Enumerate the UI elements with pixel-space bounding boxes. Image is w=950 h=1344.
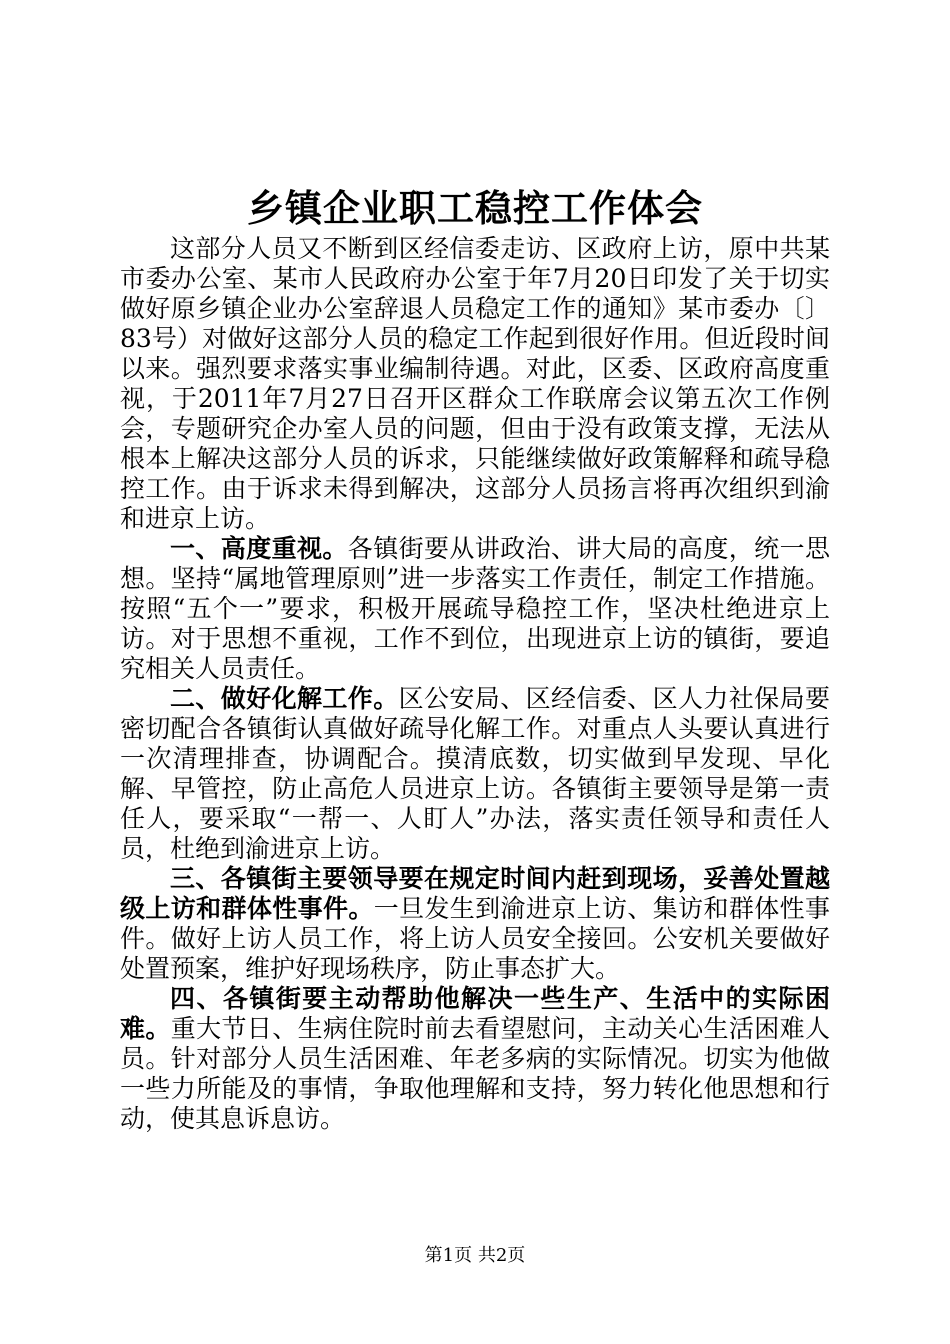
paragraph-intro [120,234,830,534]
paragraph-point-3 [120,864,830,984]
document-body [120,234,830,1134]
paragraph-point-4 [120,984,830,1134]
paragraph-text: 这部分人员又不断到区经信委走访、区政府上访，原中共某市委办公室、某市人民政府办公室于年7月20日印发了关于切实做好原乡镇企业办公室辞退人员稳定工作的通知》某市委办〔〕83号）对做好这部分人员的稳定工作起到很好作用。但近段时间以来。强烈要求落实事业编制待遇。对此，区委、区政府高度重视，于2011年7月27日召开区群众工作联席会议第五次工作例会，专题研究企办室人员的问题，但由于没有政策支撑，无法从根本上解决这部分人员的诉求，只能继续做好政策解释和疏导稳控工作。由于诉求未得到解决，这部分人员扬言将再次组织到渝和进京上访。 [120,234,830,533]
paragraph-lead: 二、做好化解工作。 [170,684,399,713]
paragraph-lead: 三、各镇街主要领导要在规定时间内赶到现场，妥善处置越级上访和群体性事件。 [120,864,830,923]
paragraph-lead: 四、各镇街要主动帮助他解决一些生产、生活中的实际困难。 [120,984,830,1043]
paragraph-text: 一旦发生到渝进京上访、集访和群体性事件。做好上访人员工作，将上访人员安全接回。公安机关要做好处置预案，维护好现场秩序，防止事态扩大。 [120,894,830,983]
page-footer: 第1页 共2页 [424,1245,526,1266]
paragraph-point-2 [120,684,830,864]
paragraph-lead: 一、高度重视。 [170,534,348,563]
paragraph-point-1 [120,534,830,684]
paragraph-text: 区公安局、区经信委、区人力社保局要密切配合各镇街认真做好疏导化解工作。对重点人头要认真进行一次清理排查，协调配合。摸清底数，切实做到早发现、早化解、早管控，防止高危人员进京上访。各镇街主要领导是第一责任人，要采取“一帮一、人盯人”办法，落实责任领导和责任人员，杜绝到渝进京上访。 [120,684,830,863]
document-title: 乡镇企业职工稳控工作体会 [247,186,703,230]
paragraph-text: 各镇街要从讲政治、讲大局的高度，统一思想。坚持“属地管理原则”进一步落实工作责任，制定工作措施。按照“五个一”要求，积极开展疏导稳控工作，坚决杜绝进京上访。对于思想不重视，工作不到位，出现进京上访的镇街，要追究相关人员责任。 [120,534,830,683]
paragraph-text: 重大节日、生病住院时前去看望慰问，主动关心生活困难人员。针对部分人员生活困难、年老多病的实际情况。切实为他做一些力所能及的事情，争取他理解和支持，努力转化他思想和行动，使其息诉息访。 [120,1014,830,1133]
